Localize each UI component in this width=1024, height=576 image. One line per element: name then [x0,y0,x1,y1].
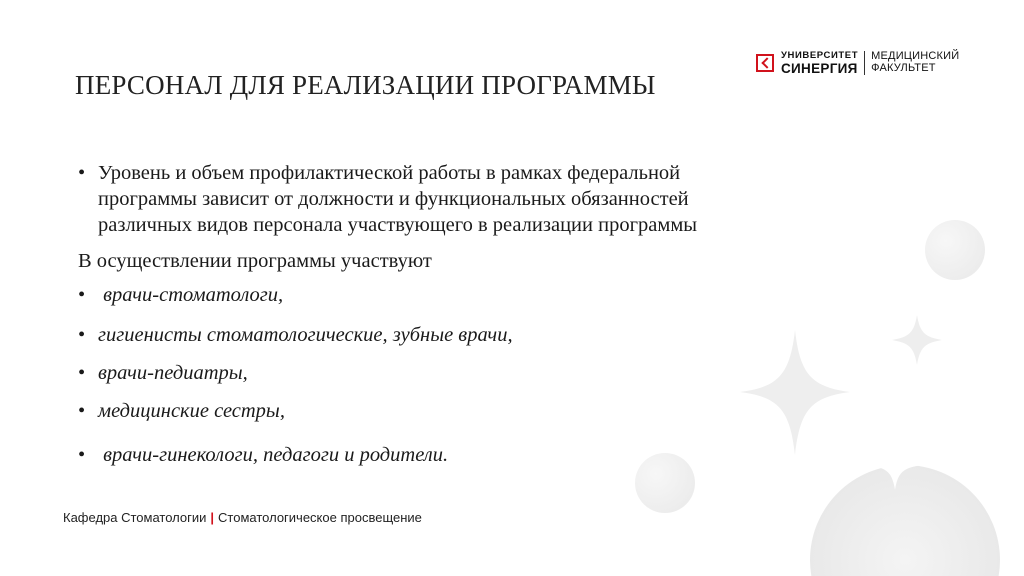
logo-divider [864,51,865,75]
logo-university-name [781,51,858,75]
bullet-icon: • [78,362,86,384]
participants-list [78,282,878,468]
role-text: врачи-гинекологи, педагоги и родители. [98,444,449,466]
bullet-icon: • [78,324,86,346]
role-text: медицинские сестры, [98,400,285,422]
intro-paragraph [78,160,878,238]
participants-lead: В осуществлении программы участвуют [78,250,432,272]
bullet-icon: • [78,400,86,422]
role-text: врачи-стоматологи, [98,284,284,306]
bullet-icon: • [78,162,86,184]
logo-faculty-line-2: ФАКУЛЬТЕТ [871,62,936,74]
bullet-icon: • [78,444,86,466]
deco-circle-small [925,220,985,280]
role-text: гигиенисты стоматологические, зубные врачи, [98,324,513,346]
synergy-logo-icon [756,54,774,72]
intro-line-1: Уровень и объем профилактической работы в рамках федеральной [98,162,681,184]
list-item [78,322,878,348]
slide-body [78,160,878,468]
footer-department: Кафедра Стоматологии [63,510,207,525]
logo-faculty-line-1: МЕДИЦИНСКИЙ [871,50,960,63]
logo-line-2: СИНЕРГИЯ [781,60,858,76]
list-item [78,282,878,308]
intro-line-2: программы зависит от должности и функциональных обязанностей [98,188,689,210]
deco-circle-large [810,465,1000,576]
bullet-icon: • [78,284,86,306]
university-logo [756,50,959,76]
list-item [78,398,878,424]
footer-separator: | [210,510,215,525]
intro-line-3: различных видов персонала участвующего в реализации программы [98,214,698,236]
sparkle-small-icon [892,315,942,365]
logo-faculty-name [871,51,959,74]
role-text: врачи-педиатры, [98,362,248,384]
list-item [78,442,878,468]
slide-title: ПЕРСОНАЛ ДЛЯ РЕАЛИЗАЦИИ ПРОГРАММЫ [75,70,656,100]
logo-line-1: УНИВЕРСИТЕТ [781,50,859,61]
slide-footer [63,510,422,525]
list-item [78,360,878,386]
footer-course: Стоматологическое просвещение [218,510,422,525]
